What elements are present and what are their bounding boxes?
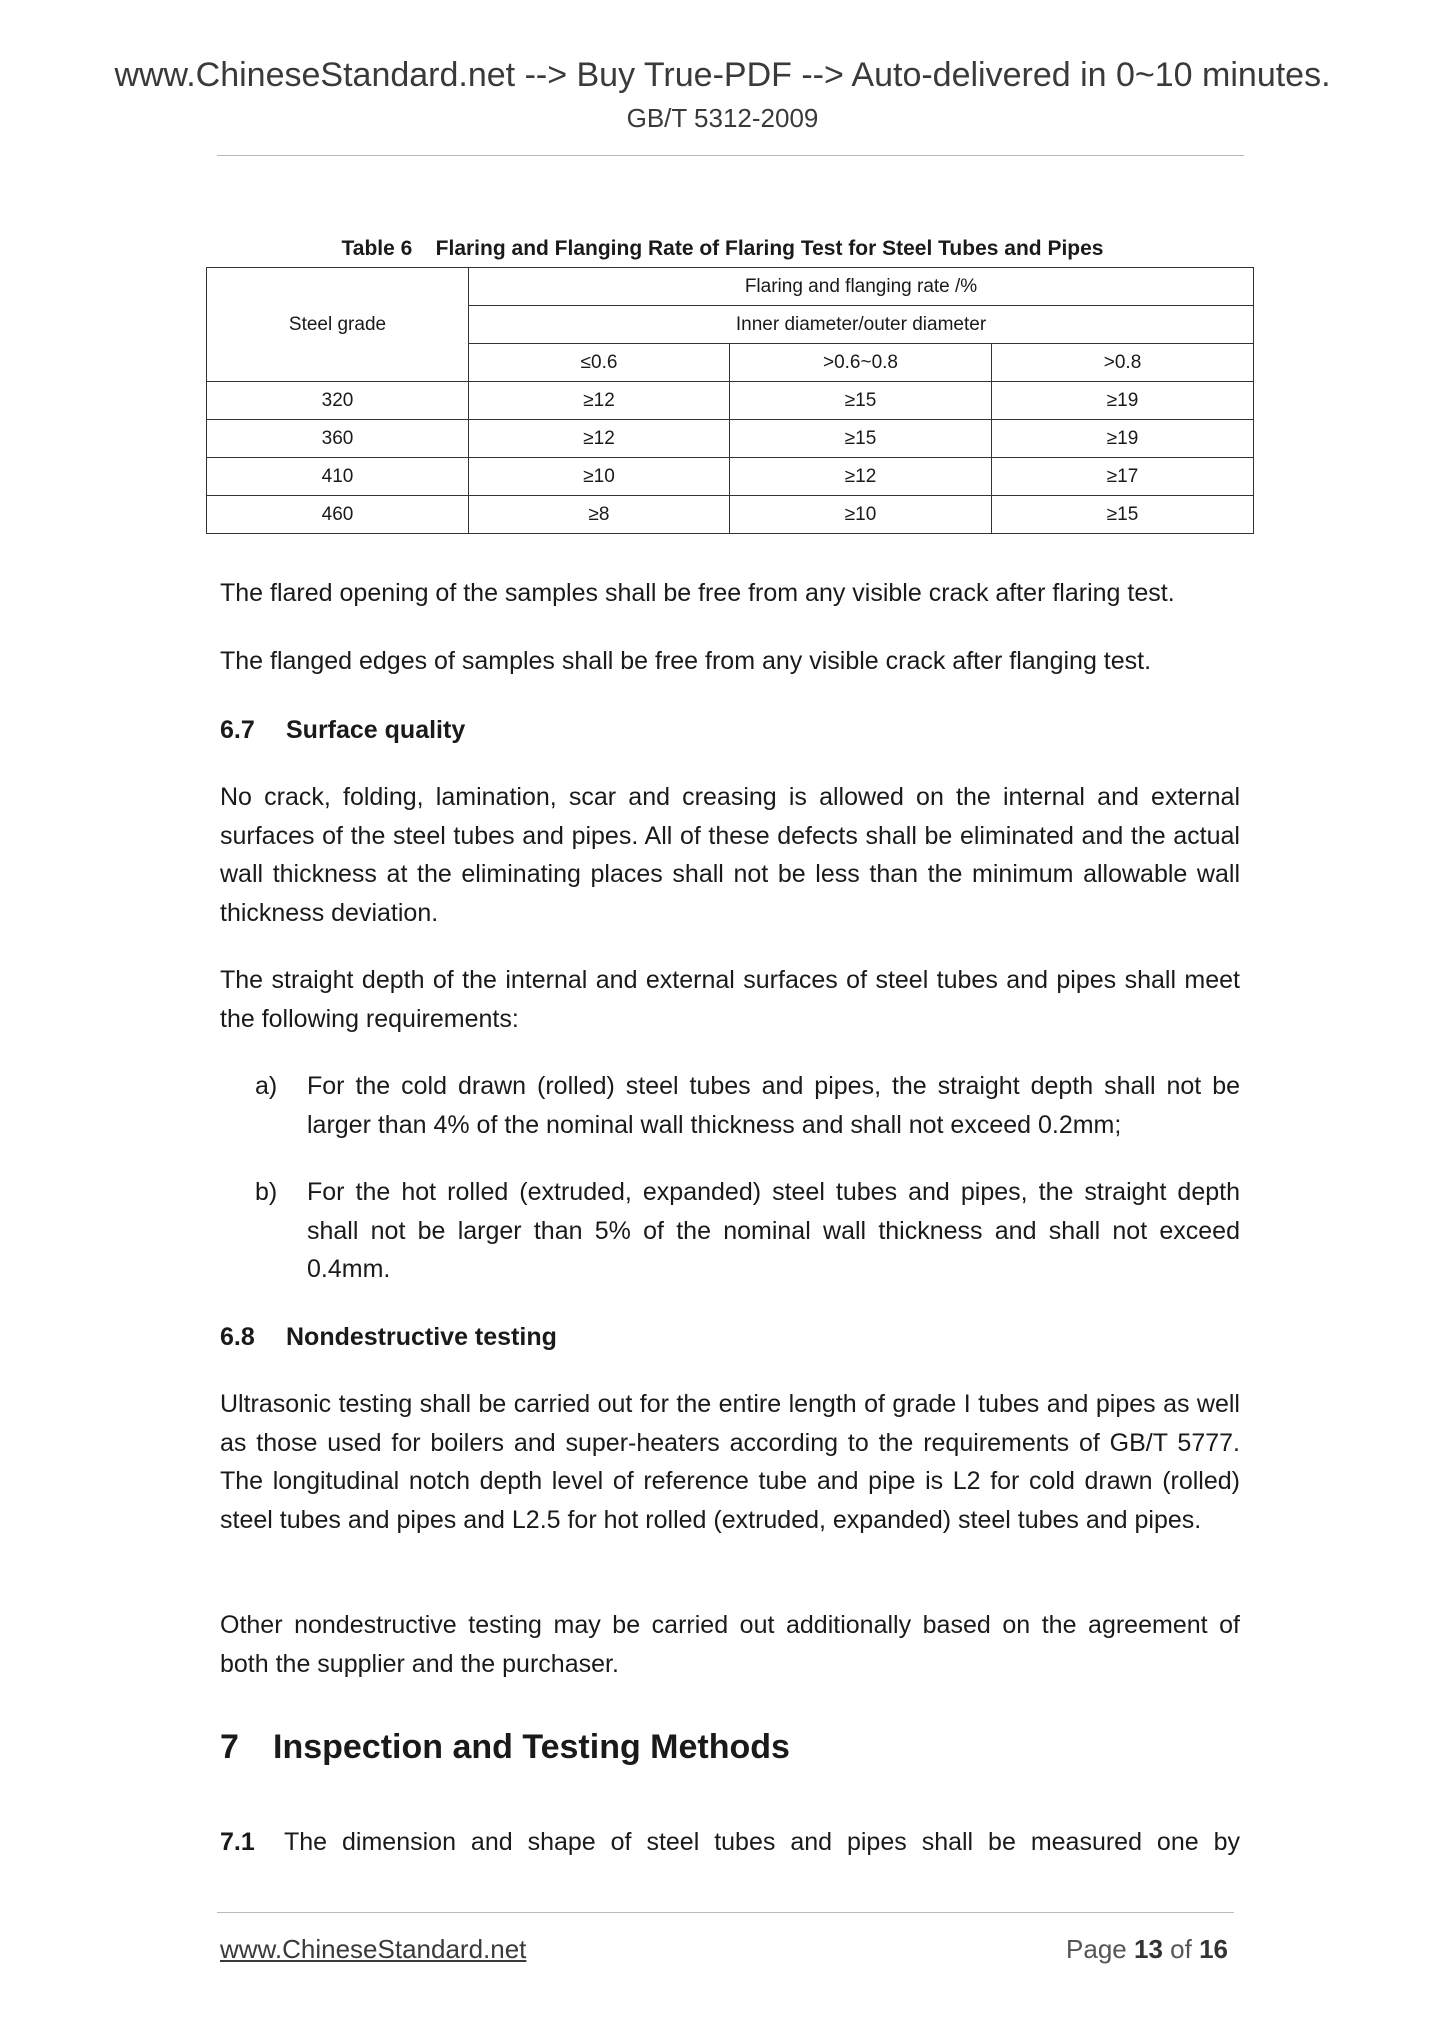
flaring-rate-table bbox=[206, 267, 1254, 534]
standard-number: GB/T 5312-2009 bbox=[626, 103, 819, 133]
table-row bbox=[207, 496, 1254, 534]
surface-paragraph: No crack, folding, lamination, scar and creasing is allowed on the internal and external surfaces of the steel tubes and pipes. All of these defects shall be eliminated and the actual wall thickness at the eliminating places shall not be less than the minimum allowable wall thickness deviation. bbox=[220, 783, 1240, 927]
rate-cell: ≥12 bbox=[469, 420, 730, 458]
flared-paragraph: The flared opening of the samples shall be free from any visible crack after flaring test. bbox=[220, 579, 1175, 607]
clause-text: The dimension and shape of steel tubes and pipes shall be measured one by bbox=[284, 1828, 1240, 1856]
table-row bbox=[207, 382, 1254, 420]
rate-cell: ≥10 bbox=[730, 496, 992, 534]
of-word: of bbox=[1170, 1934, 1192, 1964]
page-total: 16 bbox=[1199, 1934, 1228, 1964]
clause-number: 7.1 bbox=[220, 1828, 255, 1856]
chapter-7-heading bbox=[220, 1728, 790, 1767]
section-number: 6.8 bbox=[220, 1323, 255, 1351]
clause-7-1 bbox=[220, 1823, 1240, 1862]
chapter-number: 7 bbox=[220, 1728, 239, 1766]
table-caption: Table 6 Flaring and Flanging Rate of Flaring Test for Steel Tubes and Pipes bbox=[341, 237, 1104, 260]
flanged-paragraph: The flanged edges of samples shall be free from any visible crack after flanging test. bbox=[220, 647, 1152, 675]
range-header: ≤0.6 bbox=[469, 344, 730, 382]
ratio-header: Inner diameter/outer diameter bbox=[469, 306, 1254, 344]
rate-cell: ≥8 bbox=[469, 496, 730, 534]
ultrasonic-paragraph: Ultrasonic testing shall be carried out for the entire length of grade I tubes and pipes as well as those used for boilers and super-heaters according to the requirements of GB/T 5777. The longitudinal notch depth level of reference tube and pipe is L2 for cold drawn (rolled) steel tubes and pipes and L2.5 for hot rolled (extruded, expanded) steel tubes and pipes. bbox=[220, 1390, 1240, 1534]
page-indicator bbox=[1066, 1934, 1228, 1965]
list-item bbox=[255, 1067, 1240, 1144]
rate-cell: ≥19 bbox=[992, 382, 1254, 420]
straight-depth-paragraph: The straight depth of the internal and external surfaces of steel tubes and pipes shall meet the following requirements: bbox=[220, 966, 1240, 1033]
list-marker: a) bbox=[255, 1072, 278, 1100]
other-testing-paragraph: Other nondestructive testing may be carried out additionally based on the agreement of both the supplier and the purchaser. bbox=[220, 1611, 1240, 1678]
grade-cell: 360 bbox=[207, 420, 469, 458]
table-row bbox=[207, 458, 1254, 496]
grade-cell: 410 bbox=[207, 458, 469, 496]
rate-cell: ≥12 bbox=[730, 458, 992, 496]
section-number: 6.7 bbox=[220, 716, 255, 744]
rate-cell: ≥15 bbox=[730, 382, 992, 420]
page-word: Page bbox=[1066, 1934, 1127, 1964]
rate-cell: ≥10 bbox=[469, 458, 730, 496]
chapter-title: Inspection and Testing Methods bbox=[273, 1728, 790, 1766]
rate-cell: ≥15 bbox=[992, 496, 1254, 534]
grade-cell: 320 bbox=[207, 382, 469, 420]
rate-cell: ≥12 bbox=[469, 382, 730, 420]
rate-cell: ≥17 bbox=[992, 458, 1254, 496]
footer-link[interactable]: www.ChineseStandard.net bbox=[220, 1934, 527, 1964]
grade-cell: 460 bbox=[207, 496, 469, 534]
section-6-8-heading bbox=[220, 1323, 557, 1352]
list-marker: b) bbox=[255, 1178, 278, 1206]
steel-grade-header: Steel grade bbox=[207, 268, 469, 382]
page-number: 13 bbox=[1134, 1934, 1163, 1964]
footer-divider bbox=[217, 1912, 1234, 1913]
section-6-7-heading bbox=[220, 716, 465, 745]
table-row bbox=[207, 420, 1254, 458]
rate-header: Flaring and flanging rate /% bbox=[469, 268, 1254, 306]
list-item bbox=[255, 1173, 1240, 1289]
range-header: >0.6~0.8 bbox=[730, 344, 992, 382]
section-title: Surface quality bbox=[286, 716, 466, 744]
rate-cell: ≥19 bbox=[992, 420, 1254, 458]
range-header: >0.8 bbox=[992, 344, 1254, 382]
header-banner: www.ChineseStandard.net --> Buy True-PDF --> Auto-delivered in 0~10 minutes. bbox=[114, 56, 1331, 94]
list-text: For the hot rolled (extruded, expanded) steel tubes and pipes, the straight depth shall not be larger than 5% of the nominal wall thickness and shall not exceed 0.4mm. bbox=[307, 1178, 1240, 1283]
list-text: For the cold drawn (rolled) steel tubes and pipes, the straight depth shall not be larger than 4% of the nominal wall thickness and shall not exceed 0.2mm; bbox=[307, 1072, 1240, 1139]
section-title: Nondestructive testing bbox=[286, 1323, 557, 1351]
header-divider bbox=[217, 155, 1244, 156]
rate-cell: ≥15 bbox=[730, 420, 992, 458]
